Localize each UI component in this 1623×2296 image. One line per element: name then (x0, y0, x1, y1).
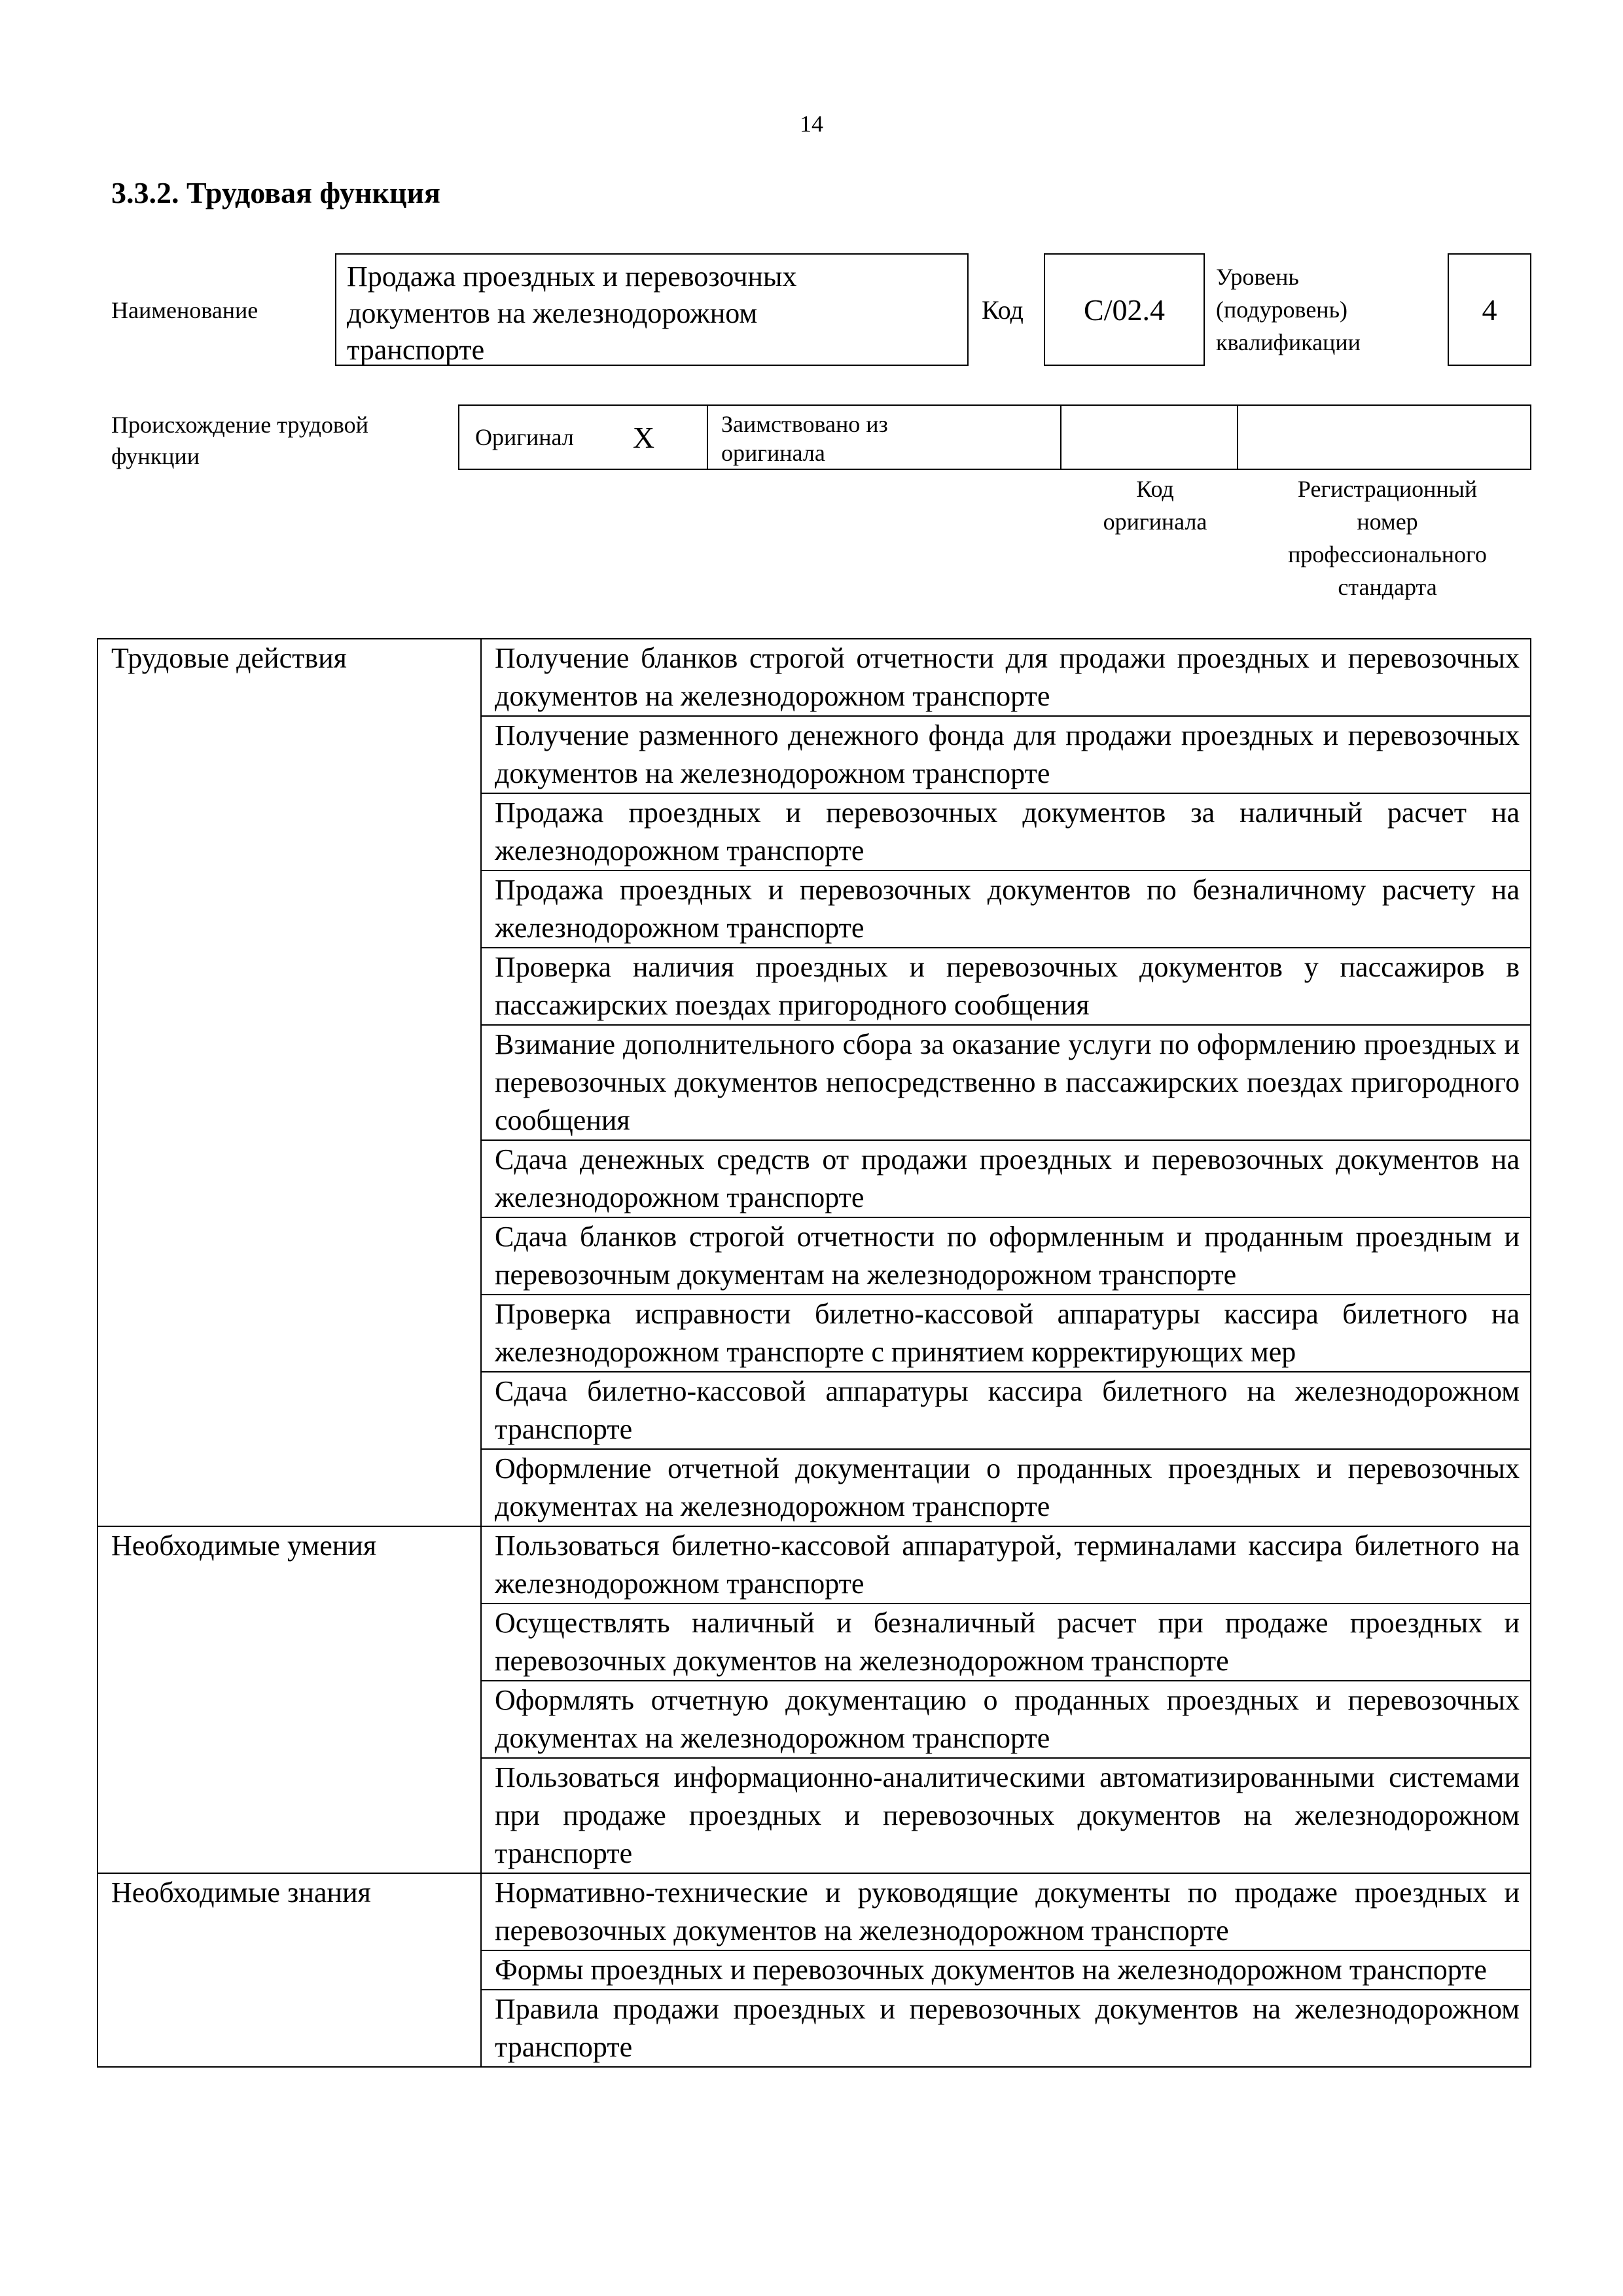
caption-line: номер (1357, 509, 1418, 535)
table-item: Оформление отчетной документации о проданных проездных и перевозочных документах на железнодорожном транспорте (481, 1449, 1531, 1526)
original-mark: X (632, 420, 655, 454)
original-cell (459, 406, 708, 469)
section-title: 3.3.2. Трудовая функция (111, 176, 440, 209)
caption-original-code (1060, 473, 1250, 538)
caption-line: Регистрационный (1297, 476, 1478, 502)
level-label (1216, 260, 1361, 359)
table-item: Проверка исправности билетно-кассовой аппаратуры кассира билетного на железнодорожном транспорте с принятием корректирующих мер (481, 1295, 1531, 1372)
table-item: Проверка наличия проездных и перевозочных документов у пассажиров в пассажирских поездах пригородного сообщения (481, 948, 1531, 1025)
level-label-line: квалификации (1216, 329, 1361, 355)
original-label: Оригинал (475, 424, 574, 450)
table-row (98, 1526, 1531, 1604)
function-name-box (335, 253, 969, 366)
function-name-line: документов на железнодорожном (347, 297, 758, 329)
table-item: Сдача бланков строгой отчетности по оформленным и проданным проездным и перевозочным документам на железнодорожном транспорте (481, 1217, 1531, 1295)
page-number: 14 (800, 111, 823, 137)
function-name-line: транспорте (347, 334, 485, 366)
table-item: Формы проездных и перевозочных документов на железнодорожном транспорте (481, 1950, 1531, 1990)
table-item: Пользоваться информационно-аналитическими автоматизированными системами при продаже проездных и перевозочных документов на железнодорожном транспорте (481, 1758, 1531, 1873)
code-label: Код (982, 295, 1024, 325)
table-item: Взимание дополнительного сбора за оказание услуги по оформлению проездных и перевозочных документов непосредственно в пассажирских поездах пригородного сообщения (481, 1025, 1531, 1140)
table-item: Правила продажи проездных и перевозочных документов на железнодорожном транспорте (481, 1990, 1531, 2067)
caption-line: стандарта (1338, 574, 1437, 600)
function-details-table (97, 638, 1531, 2068)
function-name-line: Продажа проездных и перевозочных (347, 260, 797, 293)
borrowed-cell (708, 406, 1061, 469)
code-value: С/02.4 (1044, 253, 1205, 366)
table-item: Сдача денежных средств от продажи проездных и перевозочных документов на железнодорожном транспорте (481, 1140, 1531, 1217)
table-item: Получение бланков строгой отчетности для продажи проездных и перевозочных документов на железнодорожном транспорте (481, 639, 1531, 716)
table-item: Получение разменного денежного фонда для продажи проездных и перевозочных документов на железнодорожном транспорте (481, 716, 1531, 793)
table-item: Оформлять отчетную документацию о проданных проездных и перевозочных документах на железнодорожном транспорте (481, 1681, 1531, 1758)
borrowed-label-line: Заимствовано из (721, 411, 888, 437)
table-item: Нормативно-технические и руководящие документы по продаже проездных и перевозочных документов на железнодорожном транспорте (481, 1873, 1531, 1950)
original-code-cell (1061, 406, 1238, 469)
table-row (98, 639, 1531, 716)
table-item: Пользоваться билетно-кассовой аппаратурой, терминалами кассира билетного на железнодорожном транспорте (481, 1526, 1531, 1604)
level-label-line: Уровень (1216, 264, 1299, 290)
origin-label-line: Происхождение трудовой (111, 412, 368, 438)
origin-label-line: функции (111, 443, 200, 469)
table-item: Продажа проездных и перевозочных документов за наличный расчет на железнодорожном транспорте (481, 793, 1531, 870)
caption-line: Код (1136, 476, 1174, 502)
name-label: Наименование (111, 297, 259, 323)
borrowed-label-line: оригинала (721, 440, 825, 466)
level-label-line: (подуровень) (1216, 296, 1347, 323)
section-title-cell: Трудовые действия (98, 639, 481, 1526)
section-title-cell: Необходимые умения (98, 1526, 481, 1873)
section-title-cell: Необходимые знания (98, 1873, 481, 2067)
table-item: Продажа проездных и перевозочных документов по безналичному расчету на железнодорожном транспорте (481, 870, 1531, 948)
registration-number-cell (1238, 406, 1530, 469)
origin-label (111, 409, 368, 472)
level-value: 4 (1448, 253, 1531, 366)
origin-row (458, 404, 1531, 470)
table-item: Сдача билетно-кассовой аппаратуры кассира билетного на железнодорожном транспорте (481, 1372, 1531, 1449)
caption-line: профессионального (1288, 541, 1487, 567)
caption-registration-number (1243, 473, 1531, 603)
table-row (98, 1873, 1531, 1950)
table-item: Осуществлять наличный и безналичный расчет при продаже проездных и перевозочных документов на железнодорожном транспорте (481, 1604, 1531, 1681)
caption-line: оригинала (1103, 509, 1207, 535)
